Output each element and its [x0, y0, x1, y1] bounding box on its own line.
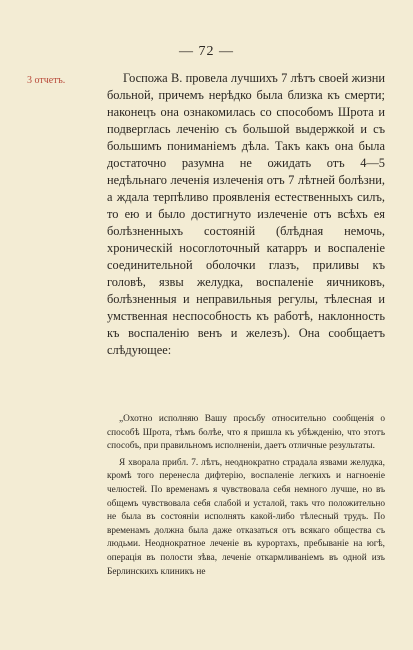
quoted-letter [107, 413, 385, 579]
margin-note: 3 отчетъ. [27, 75, 66, 86]
quote-paragraph-2: Я хворала прибл. 7. лѣтъ, неоднократно страдала язвами желудка, кромѣ того перенесла дифтерію, воспаленіе легкихъ и нагноеніе челюстей. По временамъ я чувствовала себя немного лучше, но въ общемъ чувствовала себя слабой и усталой, такъ что положительно не была въ состояніи исполнять какой-либо тѣлесный трудъ. По временамъ должна была даже отказаться отъ всякаго общества съ людьми. Неоднократное леченіе въ курортахъ, пребываніе на югѣ, операція въ полости зѣва, леченіе откармливаніемъ въ одной изъ Берлинскихъ клиникъ не [107, 457, 385, 577]
main-text-block [107, 70, 385, 359]
main-paragraph: Госпожа В. провела лучшихъ 7 лѣтъ своей жизни больной, причемъ нерѣдко была близка къ смерти; наконецъ она ознакомилась со способомъ Шрота и подверглась леченію съ большой выдержкой и съ большимъ пониманіемъ дѣла. Такъ какъ она была достаточно разумна не ожидать отъ 4—5 недѣльнаго леченія излеченія отъ 7 лѣтней болѣзни, а ждала терпѣливо проявленія естественныхъ силъ, то ею и было достигнуто излеченіе отъ всѣхъ ея болѣзненныхъ состояній (блѣдная немочь, хроническій носоглоточный катарръ и воспаленіе соединительной оболочки глазъ, приливы къ головѣ, язвы желудка, воспаленіе яичниковъ, болѣзненныя и неправильныя регулы, тѣлесная и умственная неспособность къ работѣ, наклонность къ воспаленію венъ и железъ). Она сообщаетъ слѣдующее: [107, 71, 385, 357]
quote-paragraph-1: „Охотно исполняю Вашу просьбу относительно сообщенія о способѣ Шрота, тѣмъ болѣе, что я пришла къ убѣжденію, что этотъ способъ, при правильномъ исполненіи, даетъ отличные результаты. [107, 414, 385, 452]
page-number: — 72 — [179, 44, 234, 59]
